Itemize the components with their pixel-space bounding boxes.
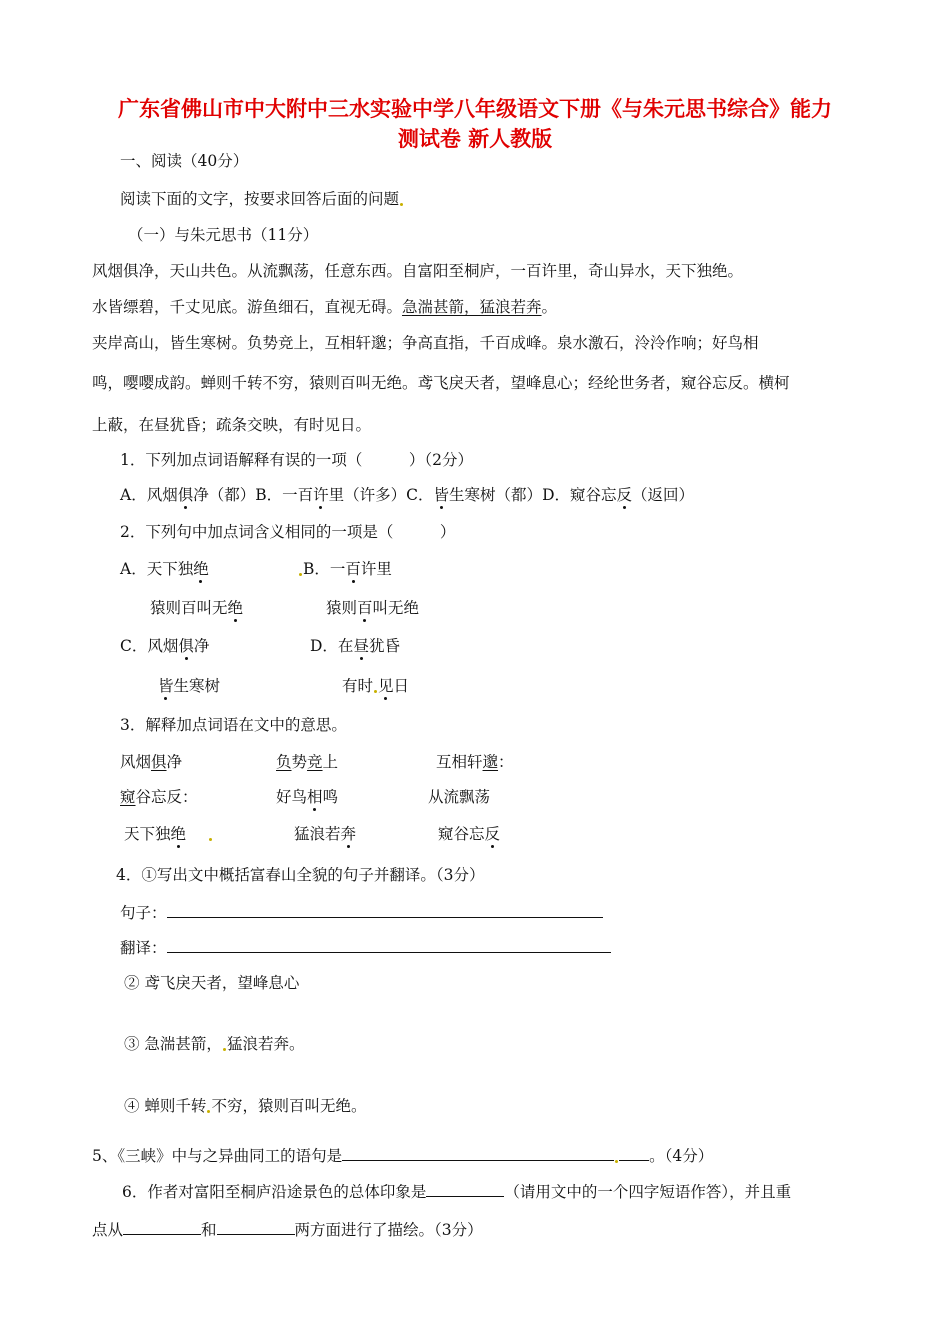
question-1-stem: 1．下列加点词语解释有误的一项（ ）（2分） <box>120 451 473 469</box>
q5-answer-blank-1[interactable] <box>342 1144 614 1161</box>
passage-paragraph-1: 风烟俱净，天山共色。从流飘荡，任意东西。自富阳至桐庐，一百许里，奇山异水，天下独绝。 <box>92 262 744 280</box>
question-2-option-d1: D．在昼犹昏 <box>310 637 400 655</box>
question-2-option-d2: 有时 见日 <box>342 677 410 695</box>
question-4-item-3: ③ 急湍甚箭， 猛浪若奔。 <box>124 1035 305 1053</box>
passage-paragraph-3-line-2: 鸣，嘤嘤成韵。蝉则千转不穷，猿则百叫无绝。鸢飞戾天者，望峰息心；经纶世务者，窥谷忘反。横柯 <box>92 374 790 392</box>
question-5: 5、《三峡》中与之异曲同工的语句是 。（4分） <box>92 1144 713 1167</box>
underlined-phrase: 急湍甚箭，猛浪若奔 <box>402 298 542 316</box>
translation-answer-blank[interactable] <box>167 936 611 953</box>
question-4-stem: 4．①写出文中概括富春山全貌的句子并翻译。（3分） <box>116 866 485 884</box>
document-title-line-1: 广东省佛山市中大附中三水实验中学八年级语文下册《与朱元思书综合》能力 <box>118 97 832 121</box>
stray-mark <box>207 1110 210 1113</box>
question-3-item-9: 窥谷忘反 <box>438 825 501 843</box>
question-4-translation-line: 翻译： <box>120 936 611 959</box>
question-3-stem: 3．解释加点词语在文中的意思。 <box>120 716 347 734</box>
question-3-item-8: 猛浪若奔 <box>294 825 357 843</box>
document-title-line-2: 测试卷 新人教版 <box>397 127 553 151</box>
question-6-line-2: 点从 和 两方面进行了描绘。（3分） <box>92 1218 483 1241</box>
q6-answer-blank-2[interactable] <box>123 1218 201 1235</box>
question-4-item-2: ② 鸢飞戾天者，望峰息心 <box>124 974 300 992</box>
question-6-line-1: 6．作者对富阳至桐庐沿途景色的总体印象是 （请用文中的一个四字短语作答），并且重 <box>122 1180 791 1203</box>
subsection-heading: （一）与朱元思书（11分） <box>128 226 319 244</box>
stray-mark <box>223 1048 226 1051</box>
stray-mark <box>299 573 302 576</box>
question-4-sentence-line: 句子： <box>120 901 603 924</box>
q6-answer-blank-1[interactable] <box>426 1180 504 1197</box>
question-2-option-c1: C．风烟俱净 <box>120 637 210 655</box>
question-2-option-b1: B．一百许里 <box>298 558 392 580</box>
stray-mark <box>209 838 212 841</box>
passage-paragraph-2: 水皆缥碧，千丈见底。游鱼细石，直视无碍。急湍甚箭，猛浪若奔。 <box>92 298 558 316</box>
q5-answer-blank-2[interactable] <box>619 1144 649 1161</box>
question-2-stem: 2．下列句中加点词含义相同的一项是（ ） <box>120 523 456 541</box>
question-2-option-c2: 皆生寒树 <box>158 677 221 695</box>
stray-mark <box>374 690 377 693</box>
question-3-item-2: 负势竞上 <box>276 753 339 771</box>
q6-answer-blank-3[interactable] <box>217 1218 295 1235</box>
question-3-item-7: 天下独绝 <box>124 823 213 845</box>
reading-instruction: 阅读下面的文字，按要求回答后面的问题 <box>120 188 404 210</box>
question-2-option-b2: 猿则百叫无绝 <box>326 599 420 617</box>
question-3-item-5: 好鸟相鸣 <box>276 788 339 806</box>
sentence-answer-blank[interactable] <box>167 901 603 918</box>
question-4-item-4: ④ 蝉则千转 不穷，猿则百叫无绝。 <box>124 1097 367 1115</box>
stray-mark <box>400 203 403 206</box>
question-3-item-1: 风烟俱净 <box>120 753 183 771</box>
passage-paragraph-3-line-1: 夹岸高山，皆生寒树。负势竞上，互相轩邈；争高直指，千百成峰。泉水激石，泠泠作响；好鸟相 <box>92 334 759 352</box>
passage-paragraph-3-line-3: 上蔽，在昼犹昏；疏条交映，有时见日。 <box>92 416 372 434</box>
question-3-item-4: 窥谷忘反： <box>120 788 198 806</box>
question-1-options: A．风烟俱净（都）B．一百许里（许多）C．皆生寒树（都）D．窥谷忘反（返回） <box>120 486 695 504</box>
question-2-option-a2: 猿则百叫无绝 <box>150 599 244 617</box>
question-2-option-a1: A．天下独绝 <box>120 560 209 578</box>
stray-mark <box>615 1160 618 1163</box>
question-3-item-6: 从流飘荡 <box>428 788 491 806</box>
section-heading: 一、阅读（40分） <box>120 152 249 170</box>
question-3-item-3: 互相轩邈： <box>436 753 514 771</box>
